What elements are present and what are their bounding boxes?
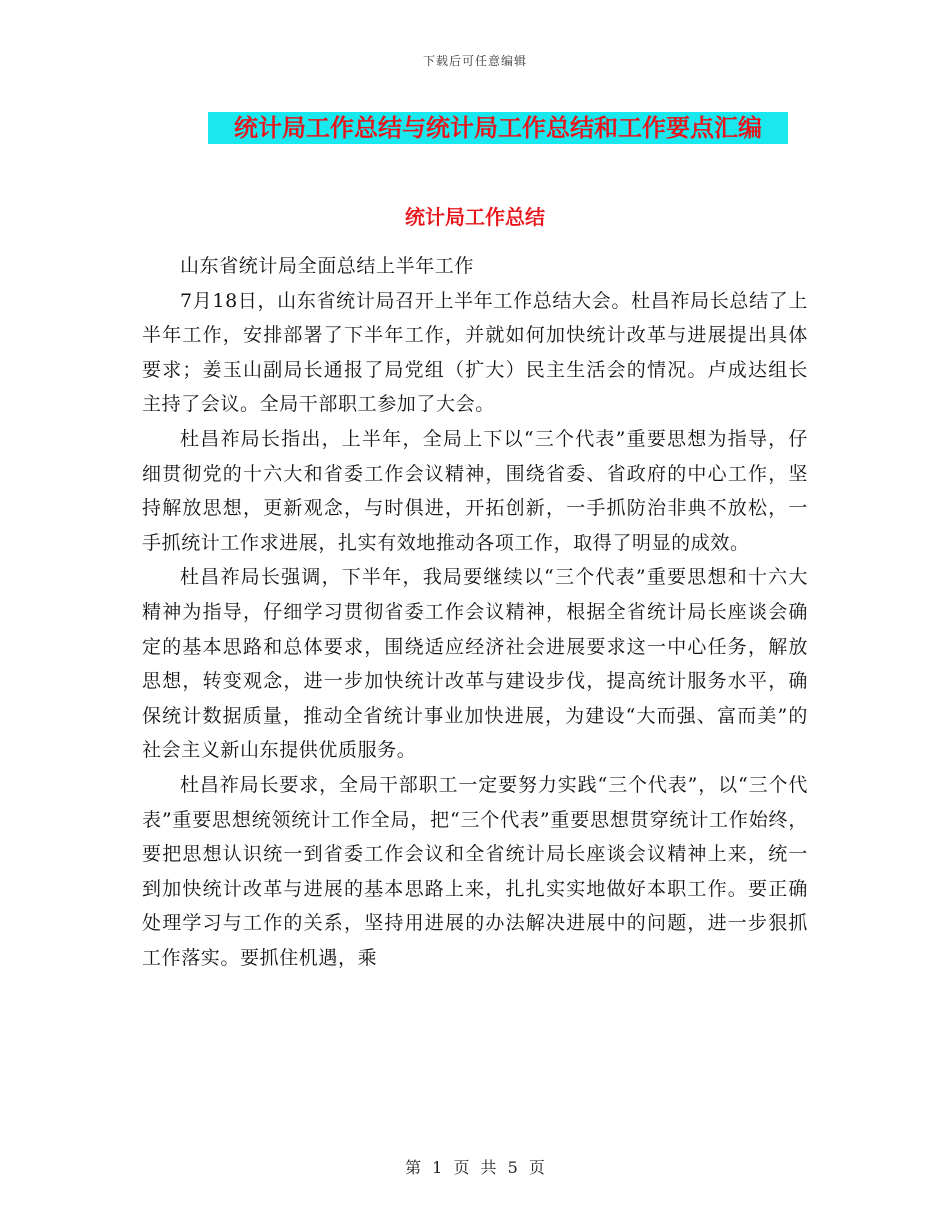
paragraph: 杜昌祚局长指出，上半年，全局上下以“三个代表”重要思想为指导，仔细贯彻党的十六大和省委工作会议精神，围绕省委、省政府的中心工作，坚持解放思想，更新观念，与时俱进，开拓创新，一手抓防治非典不放松，一手抓统计工作求进展，扎实有效地推动各项工作，取得了明显的成效。 <box>142 427 808 554</box>
section-title: 统计局工作总结 <box>405 205 545 229</box>
paragraph: 杜昌祚局长要求，全局干部职工一定要努力实践“三个代表”，以“三个代表”重要思想统领统计工作全局，把“三个代表”重要思想贯穿统计工作始终，要把思想认识统一到省委工作会议和全省统计局长座谈会议精神上来，统一到加快统计改革与进展的基本思路上来，扎扎实实地做好本职工作。要正确处理学习与工作的关系，坚持用进展的办法解决进展中的问题，进一步狠抓工作落实。要抓住机遇，乘 <box>142 773 808 969</box>
paragraph: 杜昌祚局长强调，下半年，我局要继续以“三个代表”重要思想和十六大精神为指导，仔细学习贯彻省委工作会议精神，根据全省统计局长座谈会确定的基本思路和总体要求，围绕适应经济社会进展要求这一中心任务，解放思想，转变观念，进一步加快统计改革与建设步伐，提高统计服务水平，确保统计数据质量，推动全省统计事业加快进展，为建设“大而强、富而美”的社会主义新山东提供优质服务。 <box>142 566 808 762</box>
page-number-footer: 第 1 页 共 5 页 <box>405 1158 545 1177</box>
document-title: 统计局工作总结与统计局工作总结和工作要点汇编 <box>208 112 788 144</box>
paragraph-subtitle: 山东省统计局全面总结上半年工作 <box>180 255 475 277</box>
page-header-note: 下载后可任意编辑 <box>422 54 527 68</box>
document-body <box>142 249 808 975</box>
paragraph: 7月18日，山东省统计局召开上半年工作总结大会。杜昌祚局长总结了上半年工作，安排部署了下半年工作，并就如何加快统计改革与进展提出具体要求；姜玉山副局长通报了局党组（扩大）民主生活会的情况。卢成达组长主持了会议。全局干部职工参加了大会。 <box>142 289 808 416</box>
